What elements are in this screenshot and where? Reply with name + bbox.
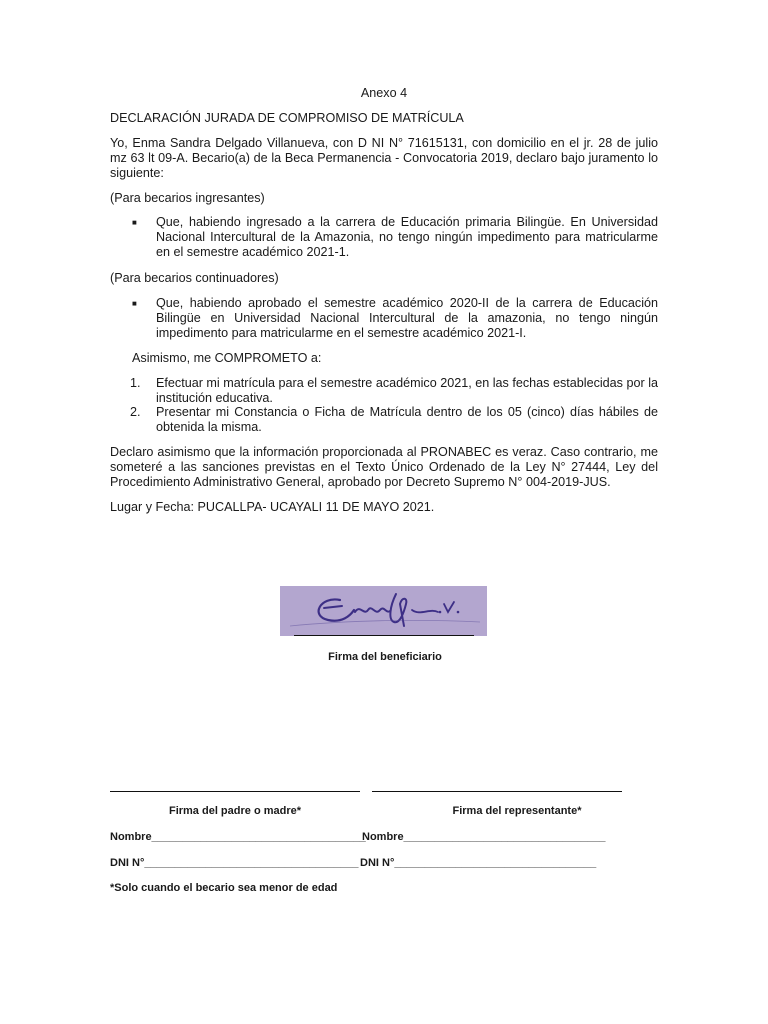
bullet-square-icon: ■ [132, 218, 137, 227]
declaration-paragraph: Declaro asimismo que la información proporcionada al PRONABEC es veraz. Caso contrario, me someteré a las sanciones previstas en el Texto Único Ordenado de la Ley N° 27444, Ley del Procedimiento Administrativo General, aprobado por Decreto Supremo N° 004-2019-JUS. [110, 445, 658, 489]
bullet-continuadores [110, 296, 658, 342]
representative-signature-caption: Firma del representante* [452, 805, 582, 817]
commitment-number: 1. [130, 376, 141, 390]
parent-name-field: Nombre___________________________________ [110, 831, 366, 843]
section-continuadores-heading: (Para becarios continuadores) [110, 271, 279, 285]
footnote: *Solo cuando el becario sea menor de edad [110, 882, 338, 894]
representative-name-field: Nombre_________________________________ [362, 831, 606, 843]
beneficiary-signature-line [294, 635, 474, 636]
bullet-ingresantes-text: Que, habiendo ingresado a la carrera de Educación primaria Bilingüe. En Universidad Nacional Intercultural de la Amazonia, no tengo ningún impedimento para matricularme en el semestre académico 2021-1. [156, 215, 658, 259]
beneficiary-signature-caption: Firma del beneficiario [328, 651, 442, 663]
commitment-intro: Asimismo, me COMPROMETO a: [132, 351, 322, 365]
parent-dni-field: DNI N°___________________________________ [110, 857, 359, 869]
bullet-square-icon: ■ [132, 299, 137, 308]
document-title: DECLARACIÓN JURADA DE COMPROMISO DE MATRÍCULA [110, 111, 464, 125]
commitment-item [110, 405, 658, 435]
parent-signature-line [110, 791, 360, 792]
commitment-number: 2. [130, 405, 141, 419]
parent-signature-caption: Firma del padre o madre* [168, 805, 302, 817]
representative-signature-line [372, 791, 622, 792]
beneficiary-signature-image [280, 586, 487, 636]
handwritten-signature [280, 586, 487, 636]
place-date: Lugar y Fecha: PUCALLPA- UCAYALI 11 DE MAYO 2021. [110, 500, 435, 514]
intro-paragraph: Yo, Enma Sandra Delgado Villanueva, con D NI N° 71615131, con domicilio en el jr. 28 de julio mz 63 lt 09-A. Becario(a) de la Beca Permanencia - Convocatoria 2019, declaro bajo juramento lo siguiente: [110, 136, 658, 180]
representative-dni-field: DNI N°_________________________________ [360, 857, 597, 869]
annex-label: Anexo 4 [360, 86, 408, 100]
bullet-ingresantes [110, 215, 658, 261]
commitment-text: Efectuar mi matrícula para el semestre académico 2021, en las fechas establecidas por la institución educativa. [156, 376, 658, 405]
bullet-continuadores-text: Que, habiendo aprobado el semestre académico 2020-II de la carrera de Educación Bilingüe en Universidad Nacional Intercultural de la amazonia, no tengo ningún impedimento para matricularme en el semestre académico 2021-I. [156, 296, 658, 340]
commitment-text: Presentar mi Constancia o Ficha de Matrícula dentro de los 05 (cinco) días hábiles de obtenida la misma. [156, 405, 658, 434]
commitment-item [110, 376, 658, 406]
section-ingresantes-heading: (Para becarios ingresantes) [110, 191, 265, 205]
